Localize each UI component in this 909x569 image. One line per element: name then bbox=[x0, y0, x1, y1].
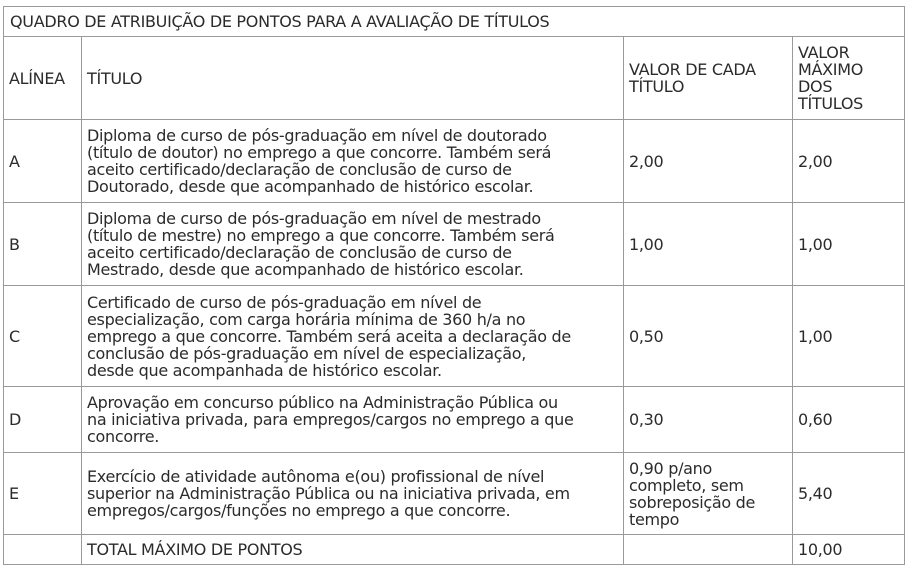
row-valor-cada: 2,00 bbox=[624, 120, 793, 203]
row-titulo: Diploma de curso de pós-graduação em nível de doutorado (título de doutor) no emprego a que concorre. Também será aceito certificado/declaração de conclusão de curso de Doutorado, desde que acompanhado de histórico escolar. bbox=[82, 120, 624, 203]
row-valor-maximo: 5,40 bbox=[793, 453, 905, 535]
header-valor-cada: VALOR DE CADA TÍTULO bbox=[624, 37, 793, 120]
total-alinea-empty bbox=[4, 535, 82, 565]
row-valor-cada: 0,30 bbox=[624, 387, 793, 453]
total-valor-cada bbox=[624, 535, 793, 565]
row-titulo: Aprovação em concurso público na Administração Pública ou na iniciativa privada, para empregos/cargos no emprego a que concorre. bbox=[82, 387, 624, 453]
total-row bbox=[4, 535, 905, 565]
table-header-row bbox=[4, 37, 905, 120]
row-titulo: Diploma de curso de pós-graduação em nível de mestrado (título de mestre) no emprego a que concorre. Também será aceito certificado/declaração de conclusão de curso de Mestrado, desde que acompanhado de histórico escolar. bbox=[82, 203, 624, 286]
row-valor-cada: 0,50 bbox=[624, 286, 793, 387]
row-valor-maximo: 0,60 bbox=[793, 387, 905, 453]
table-row bbox=[4, 387, 905, 453]
header-valor-maximo: VALOR MÁXIMO DOS TÍTULOS bbox=[793, 37, 905, 120]
row-titulo: Exercício de atividade autônoma e(ou) profissional de nível superior na Administração Pública ou na iniciativa privada, em empregos/cargos/funções no emprego a que concorre. bbox=[82, 453, 624, 535]
header-titulo: TÍTULO bbox=[82, 37, 624, 120]
table-title-row bbox=[4, 7, 905, 37]
row-alinea: C bbox=[4, 286, 82, 387]
row-alinea: E bbox=[4, 453, 82, 535]
table-row bbox=[4, 120, 905, 203]
row-valor-maximo: 2,00 bbox=[793, 120, 905, 203]
table-title: QUADRO DE ATRIBUIÇÃO DE PONTOS PARA A AVALIAÇÃO DE TÍTULOS bbox=[4, 7, 905, 37]
row-alinea: A bbox=[4, 120, 82, 203]
total-label: TOTAL MÁXIMO DE PONTOS bbox=[82, 535, 624, 565]
row-valor-cada: 0,90 p/ano completo, sem sobreposição de tempo bbox=[624, 453, 793, 535]
row-valor-maximo: 1,00 bbox=[793, 203, 905, 286]
row-alinea: D bbox=[4, 387, 82, 453]
table-row bbox=[4, 286, 905, 387]
row-valor-cada: 1,00 bbox=[624, 203, 793, 286]
row-alinea: B bbox=[4, 203, 82, 286]
row-titulo: Certificado de curso de pós-graduação em nível de especialização, com carga horária mínima de 360 h/a no emprego a que concorre. Também será aceita a declaração de conclusão de pós-graduação em nível de especialização, desde que acompanhada de histórico escolar. bbox=[82, 286, 624, 387]
table-row bbox=[4, 453, 905, 535]
header-alinea: ALÍNEA bbox=[4, 37, 82, 120]
row-valor-maximo: 1,00 bbox=[793, 286, 905, 387]
table-row bbox=[4, 203, 905, 286]
total-valor-maximo: 10,00 bbox=[793, 535, 905, 565]
points-allocation-table bbox=[3, 6, 905, 565]
